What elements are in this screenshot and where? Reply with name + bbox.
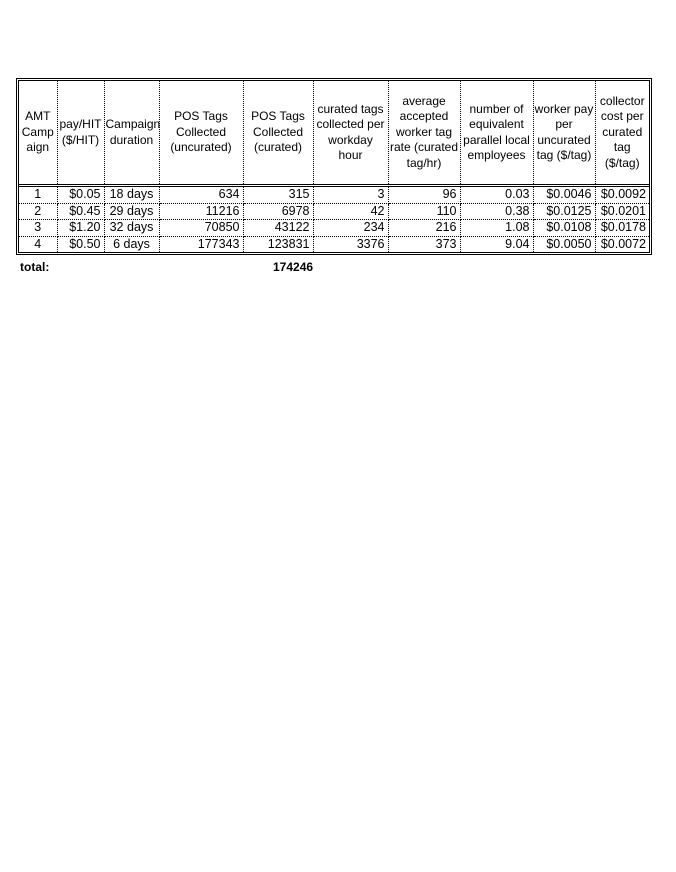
cell-tags-per-hour: 234	[313, 220, 388, 237]
cell-uncurated-tags: 177343	[159, 236, 243, 252]
cell-employees: 9.04	[460, 236, 533, 252]
header-curated-tags-per-hour: curated tags collected per workday hour	[313, 81, 388, 186]
table-row	[19, 220, 649, 237]
cell-uncurated-tags: 11216	[159, 203, 243, 220]
cell-duration: 32 days	[104, 220, 159, 237]
total-curated-tags-value: 174246	[273, 260, 314, 274]
header-pay-per-hit: pay/HIT ($/HIT)	[57, 81, 104, 186]
cell-campaign: 4	[19, 236, 57, 252]
header-row	[19, 81, 649, 186]
cell-curated-tags: 123831	[243, 236, 313, 252]
cell-pay-per-hit: $0.50	[57, 236, 104, 252]
cell-campaign: 3	[19, 220, 57, 237]
cell-pay-per-hit: $1.20	[57, 220, 104, 237]
cell-collector-cost: $0.0072	[600, 236, 646, 251]
cell-employees: 1.08	[460, 220, 533, 237]
header-average-tag-rate: average accepted worker tag rate (curated tag/hr)	[388, 81, 460, 186]
header-pos-tags-uncurated: POS Tags Collected (uncurated)	[159, 81, 243, 186]
cell-worker-pay: $0.0050	[533, 236, 595, 252]
cell-uncurated-tags: 70850	[159, 220, 243, 237]
cell-tag-rate: 96	[388, 186, 460, 204]
header-collector-cost-per-tag: collector cost per curated tag ($/tag)	[599, 93, 645, 170]
header-equivalent-employees: number of equivalent parallel local employees	[460, 81, 533, 186]
cell-tags-per-hour: 3	[313, 186, 388, 204]
cell-tag-rate: 110	[388, 203, 460, 220]
cell-campaign: 1	[19, 186, 57, 204]
header-worker-pay-per-tag: worker pay per uncurated tag ($/tag)	[533, 81, 595, 186]
cell-pay-per-hit: $0.45	[57, 203, 104, 220]
cell-campaign: 2	[19, 203, 57, 220]
cell-tags-per-hour: 3376	[313, 236, 388, 252]
cell-employees: 0.38	[460, 203, 533, 220]
cell-worker-pay: $0.0125	[533, 203, 595, 220]
cell-worker-pay: $0.0046	[533, 186, 595, 204]
header-campaign-duration: Campaign duration	[104, 81, 159, 186]
campaign-table-container	[16, 78, 652, 255]
cell-pay-per-hit: $0.05	[57, 186, 104, 204]
cell-worker-pay: $0.0108	[533, 220, 595, 237]
cell-duration: 18 days	[104, 186, 159, 204]
cell-collector-cost: $0.0201	[595, 203, 649, 220]
cell-tags-per-hour: 42	[313, 203, 388, 220]
total-label: total:	[20, 260, 50, 274]
cell-curated-tags: 43122	[243, 220, 313, 237]
cell-collector-cost: $0.0092	[595, 186, 649, 204]
table-row	[19, 236, 649, 252]
cell-tag-rate: 373	[388, 236, 460, 252]
cell-tag-rate: 216	[388, 220, 460, 237]
header-pos-tags-curated: POS Tags Collected (curated)	[243, 81, 313, 186]
table-row	[19, 186, 649, 204]
campaign-table	[19, 81, 649, 252]
header-campaign: AMT Camp aign	[19, 81, 57, 186]
cell-curated-tags: 6978	[243, 203, 313, 220]
table-row	[19, 203, 649, 220]
cell-duration: 29 days	[104, 203, 159, 220]
cell-employees: 0.03	[460, 186, 533, 204]
cell-duration: 6 days	[104, 236, 159, 252]
cell-uncurated-tags: 634	[159, 186, 243, 204]
cell-collector-cost: $0.0178	[595, 220, 649, 237]
cell-curated-tags: 315	[243, 186, 313, 204]
